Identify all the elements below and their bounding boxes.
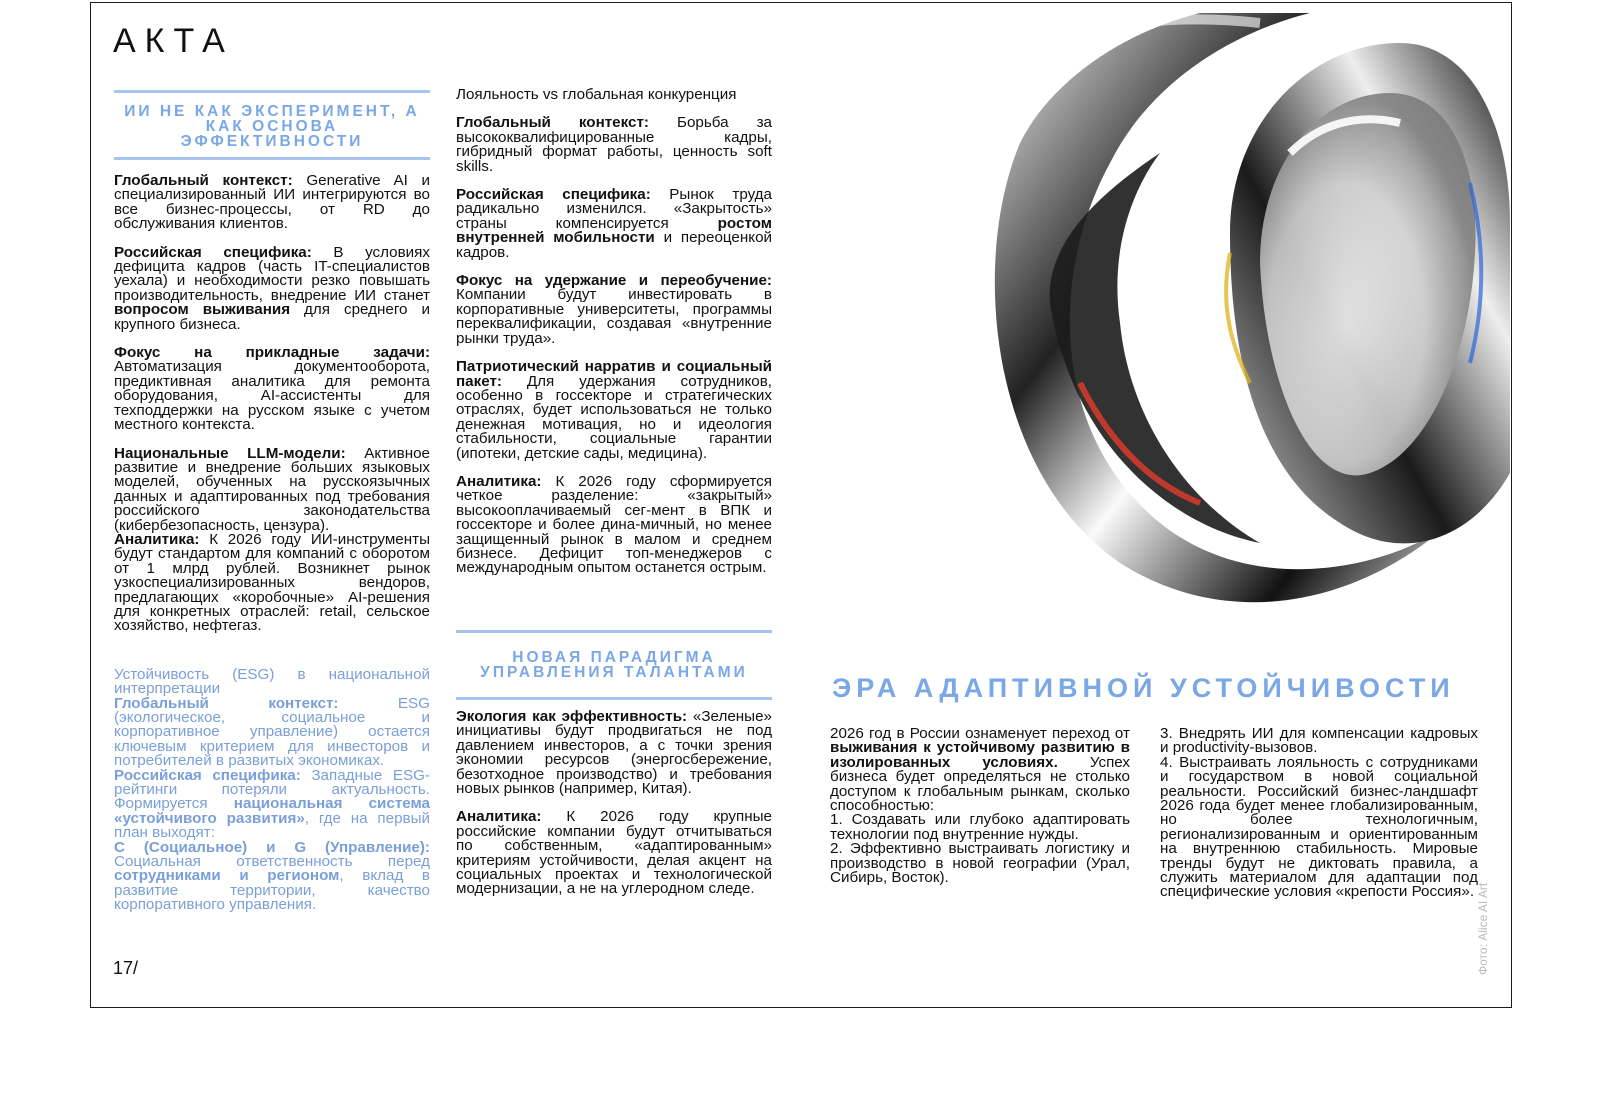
paragraph-text: Для удержания сотрудников, особенно в госсекторе и стратегических отраслях, будет использоваться не только денежная мотивация, но и идеология стабильности, социальные гарантии (ипотеки, детские сады, медицина).: [456, 372, 772, 462]
heading-text: НОВАЯ ПАРАДИГМА УПРАВЛЕНИЯ ТАЛАНТАМИ: [480, 649, 748, 681]
paragraph-text: Успех бизнеса будет определяться не столько доступом к глобальным рынкам, сколько способностью:: [830, 753, 1131, 815]
glass-sculpture-image: [930, 3, 1510, 623]
paragraph: [114, 694, 430, 770]
paragraph-label: Аналитика:: [456, 472, 542, 490]
paragraph: [456, 360, 772, 461]
list-item: 4. Выстраивать лояльность с сотрудниками и государством в новой социальной реальности. Российский бизнес-ландшафт 2026 года будет менее глобализированным, но более технологичным, регионализированным и ориентированным на внутреннюю стабильность. Мировые тренды будут не диктовать правила, а служить материалом для адаптации под специфические условия «крепости Россия».: [1160, 753, 1478, 901]
paragraph: [456, 116, 772, 174]
page-number: 17/: [113, 958, 139, 978]
paragraph-emphasis: ростом внутренней мобильности: [456, 214, 772, 247]
paragraph-label: Аналитика:: [114, 530, 200, 548]
paragraph-label: Российская специфика:: [114, 243, 312, 261]
paragraph-label: Аналитика:: [456, 808, 542, 826]
esg-block: [114, 665, 430, 914]
paragraph-emphasis: вопросом выживания: [114, 301, 291, 319]
paragraph-label: Глобальный контекст:: [456, 114, 649, 132]
paragraph-emphasis: выживания к устойчивому развитию в изолированных условиях.: [830, 739, 1130, 771]
paragraph-emphasis: сотрудниками и регионом: [114, 867, 340, 885]
paragraph-text: К 2026 году крупные российские компании будут отчитываться по собственным, «адаптированным» критериям устойчивости, делая акцент на социальных проектах и технологической модернизации, а не на углеродном следе.: [456, 808, 772, 898]
paragraph-text: К 2026 году сформируется четкое разделение: «закрытый» высокооплачиваемый сег-мент в ВПК и госсекторе и более дина-мичный, но менее защищенный рынок в малом и среднем бизнесе. Дефицит топ-менеджеров с международным опытом останется острым.: [456, 472, 772, 577]
paragraph-text: Борьба за высококвалифицированные кадры, гибридный формат работы, ценность soft skills.: [456, 114, 773, 175]
paragraph-text: , где на первый план выходят:: [114, 809, 430, 842]
esg-title: Устойчивость (ESG) в национальной интерпретации: [114, 665, 430, 698]
paragraph-label: Российская специфика:: [114, 766, 301, 784]
paragraph-label: Российская специфика:: [456, 186, 651, 204]
paragraph-text: Автоматизация документооборота, предиктивная аналитика для ремонта оборудования, AI-ассистенты для техподдержки на русском языке с учетом местного контекста.: [114, 358, 430, 434]
paragraph-text: Социальная ответственность перед: [114, 853, 430, 871]
paragraph: [456, 710, 772, 796]
paragraph-text: К 2026 году ИИ-инструменты будут стандартом для компаний с оборотом от 1 млрд рублей. Возникнет рынок узкоспециализированных вендоров, предлагающих «коробочные» AI-решения для конкретных отраслей: retail, сельское хозяйство, нефтегаз.: [114, 530, 430, 635]
heading-rule-top: [456, 630, 772, 633]
conclusion-title: ЭРА АДАПТИВНОЙ УСТОЙЧИВОСТИ: [832, 673, 1455, 703]
column-4: [1160, 727, 1478, 900]
paragraph-text: Рынок труда радикально изменился. «Закрытость» страны компенсируется: [456, 186, 772, 232]
paragraph-label: Фокус на прикладные задачи:: [114, 344, 430, 362]
column-2-lower: [456, 710, 772, 911]
paragraph-text: Западные ESG-рейтинги потеряли актуальность. Формируется: [114, 766, 430, 813]
paragraph-text: Активное развитие и внедрение больших языковых моделей, обученных на русскоязычных данных и адаптированных под требования российского законодательства (кибербезопасность, цензура).: [114, 444, 430, 534]
paragraph-text: «Зеленые» инициативы будут продвигаться не под давлением инвесторов, а с точки зрения экономии ресурсов (энергосбережение, безотходное производство) и требования новых рынков (например, Китая).: [456, 708, 772, 798]
paragraph: [456, 810, 772, 896]
section-heading-ai: [114, 90, 430, 160]
paragraph-text: ESG (экологическое, социальное и корпоративное управление) остается ключевым критерием для инвесторов и потребителей в развитых экономиках.: [114, 694, 430, 770]
paragraph: [456, 188, 772, 260]
paragraph: [114, 346, 430, 432]
paragraph: [114, 174, 430, 232]
paragraph-text: 2026 год в России ознаменует переход от: [830, 725, 1130, 742]
brand-logo: АКТА: [113, 22, 234, 60]
paragraph: [114, 766, 430, 842]
paragraph: [114, 838, 430, 914]
paragraph-label: Экология как эффективность:: [456, 708, 688, 725]
paragraph: [114, 243, 430, 333]
paragraph-emphasis: национальная система «устойчивого развития»: [114, 795, 430, 827]
paragraph-text: Компании будут инвестировать в корпоративные университеты, программы переквалификации, создавая «внутренние рынки труда».: [456, 286, 772, 347]
paragraph-label: Глобальный контекст:: [114, 172, 293, 189]
list-item: 1. Создавать или глубоко адаптировать технологии под внутренние нужды.: [830, 811, 1130, 843]
column-3: [830, 727, 1130, 885]
paragraph: [456, 274, 772, 346]
paragraph: [114, 530, 430, 635]
paragraph-label: Фокус на удержание и переобучение:: [456, 272, 772, 290]
heading-rule-bottom: [456, 697, 772, 700]
paragraph-label: С (Социальное) и G (Управление):: [114, 838, 430, 856]
column-2: [456, 88, 772, 590]
heading-rule-top: [114, 90, 430, 93]
paragraph-text: для среднего и крупного бизнеса.: [114, 301, 430, 333]
list-item: 2. Эффективно выстраивать логистику и производство в новой географии (Урал, Сибирь, Восток).: [830, 840, 1130, 887]
paragraph: [830, 727, 1130, 813]
heading-rule-bottom: [114, 157, 430, 160]
paragraph-label: Патриотический нарратив и социальный пакет:: [456, 358, 772, 390]
section-title: Лояльность vs глобальная конкуренция: [456, 86, 737, 103]
paragraph-text: и переоценкой кадров.: [456, 229, 772, 261]
paragraph-text: , вклад в развитие территории, качество корпоративного управления.: [114, 867, 430, 914]
heading-text: ИИ НЕ КАК ЭКСПЕРИМЕНТ, А КАК ОСНОВА ЭФФЕКТИВНОСТИ: [124, 103, 420, 150]
column-1: [114, 174, 430, 913]
paragraph-label: Национальные LLM-модели:: [114, 444, 346, 462]
paragraph: [456, 472, 772, 577]
list-item: 3. Внедрять ИИ для компенсации кадровых и productivity-вызовов.: [1160, 725, 1478, 757]
paragraph-text: Generative AI и специализированный ИИ интегрируются во все бизнес-процессы, от RD до обслуживания клиентов.: [114, 172, 430, 233]
paragraph-text: В условиях дефицита кадров (часть IT-специалистов уехала) и необходимости резко повышать производительность, внедрение ИИ станет: [114, 243, 430, 304]
paragraph-label: Глобальный контекст:: [114, 694, 339, 712]
section-heading-talent: [456, 630, 772, 700]
paragraph: [114, 444, 430, 534]
photo-credit: Фото: Alice AI Art: [1476, 882, 1490, 975]
